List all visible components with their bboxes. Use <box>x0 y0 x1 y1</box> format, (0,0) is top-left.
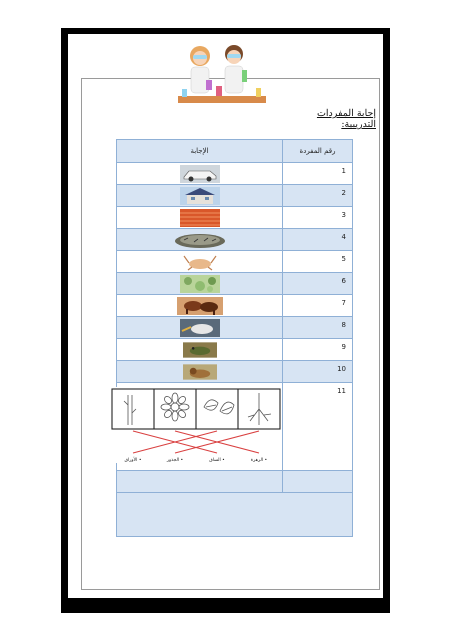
match-label-leaves: • الأوراق <box>124 458 142 463</box>
table-row <box>117 229 353 251</box>
table-row <box>117 339 353 361</box>
table-row <box>117 185 353 207</box>
answer-column-header: الإجابة <box>117 140 283 163</box>
plant-parts-matching-exercise <box>110 387 282 463</box>
row-number: 3 <box>283 207 353 229</box>
car-photo-icon <box>180 165 220 183</box>
row-number: 7 <box>283 295 353 317</box>
table-row <box>117 207 353 229</box>
row-number: 5 <box>283 251 353 273</box>
answers-table <box>116 139 353 537</box>
house-photo-icon <box>180 187 220 205</box>
seeds-photo-icon <box>174 231 226 249</box>
row-number: 4 <box>283 229 353 251</box>
match-label-roots: • الجذور <box>166 458 184 463</box>
frog-photo-icon <box>183 341 217 359</box>
table-row-empty <box>117 493 353 537</box>
row-number: 6 <box>283 273 353 295</box>
kids-scientists-illustration <box>176 40 268 106</box>
table-header-row <box>117 140 353 163</box>
row-number: 1 <box>283 163 353 185</box>
table-row <box>117 163 353 185</box>
row-number: 10 <box>283 361 353 383</box>
table-row <box>117 317 353 339</box>
row-number: 8 <box>283 317 353 339</box>
crab-photo-icon <box>180 253 220 271</box>
table-row <box>117 361 353 383</box>
pelican-photo-icon <box>180 319 220 337</box>
match-label-stem: • الساق <box>209 458 225 463</box>
row-number: 11 <box>283 383 353 471</box>
table-row-matching <box>117 383 353 471</box>
table-row <box>117 251 353 273</box>
table-row <box>117 273 353 295</box>
cattle-photo-icon <box>177 297 223 315</box>
table-row <box>117 295 353 317</box>
table-row-empty <box>117 471 353 493</box>
number-column-header: رقم المفردة <box>283 140 353 163</box>
muscle-tissue-photo-icon <box>180 209 220 227</box>
answers-heading: إجابة المفردات التدريبية: <box>316 108 376 130</box>
row-number: 2 <box>283 185 353 207</box>
row-number: 9 <box>283 339 353 361</box>
green-cells-photo-icon <box>180 275 220 293</box>
lion-photo-icon <box>183 363 217 381</box>
match-label-flower: • الزهرة <box>250 458 268 463</box>
